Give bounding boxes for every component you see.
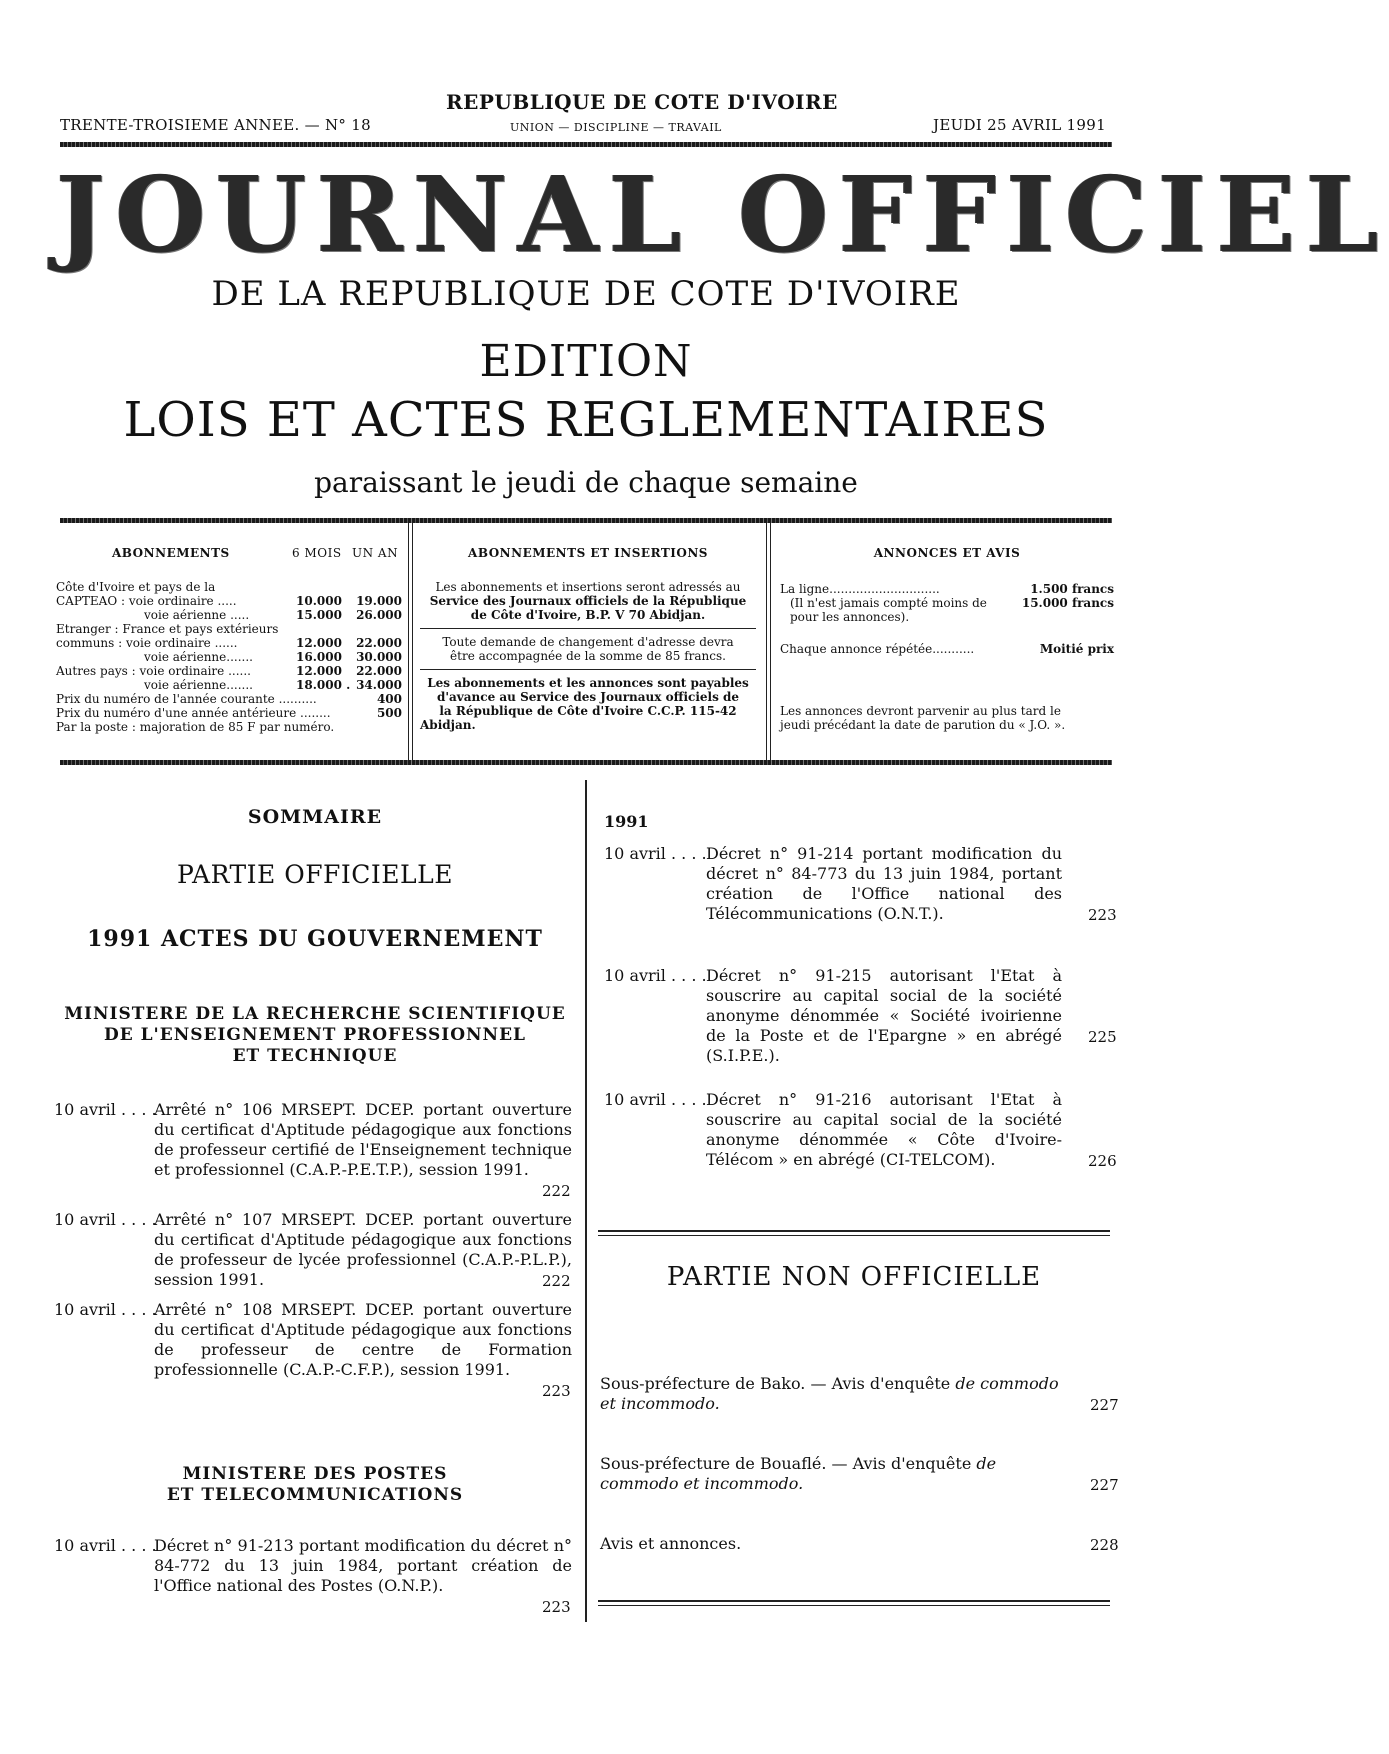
entry-text: Décret n° 91-214 portant modification du décret n° 84-773 du 13 juin 1984, portant création de l'Office national des Télécommunications (O.N.T.). xyxy=(706,844,1062,923)
entry-page: 223 xyxy=(1088,906,1117,924)
annonces-title: ANNONCES ET AVIS xyxy=(873,546,1021,560)
np-entry-italic: de commodo et incommodo. xyxy=(600,1454,997,1493)
ligne-label: La ligne............................. xyxy=(780,582,940,596)
non-officielle-entry[interactable] xyxy=(600,1534,1119,1554)
entry-date: 10 avril . . . . xyxy=(604,844,707,863)
np-entry-text: Sous-préfecture de Bako. — Avis d'enquête xyxy=(600,1374,951,1393)
box-divider-3 xyxy=(766,523,767,760)
subscriptions-section xyxy=(56,546,402,734)
subscription-label: Autres pays : voie ordinaire ...... xyxy=(56,664,251,678)
subscription-row xyxy=(56,720,402,734)
entry-date: 10 avril . . . . xyxy=(54,1210,157,1229)
annonces-section xyxy=(780,546,1114,732)
subscription-unan: 26.000 xyxy=(356,608,402,622)
publication-frequency: paraissant le jeudi de chaque semaine xyxy=(314,466,858,499)
box-bottom-rule xyxy=(60,760,1112,765)
subscription-row xyxy=(56,594,402,608)
non-officielle-entry[interactable] xyxy=(600,1454,1119,1494)
ministere-postes-heading xyxy=(60,1464,570,1506)
insertions-title: ABONNEMENTS ET INSERTIONS xyxy=(468,546,708,560)
subscription-unan: 22.000 xyxy=(356,664,402,678)
sommaire-title: SOMMAIRE xyxy=(247,806,383,828)
partie-non-officielle-heading: PARTIE NON OFFICIELLE xyxy=(666,1262,1042,1292)
subscriptions-title: ABONNEMENTS xyxy=(112,546,230,560)
divider xyxy=(420,628,756,629)
subscription-row xyxy=(56,580,402,594)
actes-gouvernement-heading: 1991 ACTES DU GOUVERNEMENT xyxy=(87,926,543,952)
np-entry-italic: de commodo et incommodo. xyxy=(600,1374,1059,1413)
partie-officielle-heading: PARTIE OFFICIELLE xyxy=(177,860,453,889)
entry-text: Arrêté n° 108 MRSEPT. DCEP. portant ouverture du certificat d'Aptitude pédagogique aux fonctions de professeur de centre de Formation professionnelle (C.A.P.-C.F.P.), session 1991. xyxy=(154,1300,572,1379)
subscription-row xyxy=(56,678,402,692)
insertions-line: Les abonnements et insertions seront adressés au xyxy=(435,580,741,594)
insertions-line: Toute demande de changement d'adresse devra xyxy=(442,635,734,649)
republic-name: REPUBLIQUE DE COTE D'IVOIRE xyxy=(446,90,838,114)
ministere-recherche-heading xyxy=(60,1004,570,1067)
ministere-line: MINISTERE DES POSTES xyxy=(182,1464,448,1484)
subscription-6mois: 12.000 xyxy=(296,636,342,650)
subscription-6mois: 16.000 xyxy=(296,650,342,664)
entry-text: Décret n° 91-216 autorisant l'Etat à souscrire au capital social de la société anonyme dénommée « Côte d'Ivoire-Télécom » en abrégé (CI-TELCOM). xyxy=(706,1090,1062,1169)
box-divider-2 xyxy=(412,523,413,760)
subscription-label: Prix du numéro d'une année antérieure ........ xyxy=(56,706,331,720)
box-top-rule xyxy=(60,518,1112,523)
subscription-unan: 22.000 xyxy=(356,636,402,650)
subscription-row xyxy=(56,692,402,706)
col-6mois: 6 MOIS xyxy=(292,546,342,560)
subscription-unan: 19.000 xyxy=(356,594,402,608)
insertions-line: être accompagnée de la somme de 85 francs. xyxy=(450,649,726,663)
box-divider-4 xyxy=(770,523,771,760)
header-rule xyxy=(60,142,1112,147)
subscription-6mois: 15.000 xyxy=(296,608,342,622)
bottom-rule xyxy=(598,1600,1110,1602)
subscriptions-table xyxy=(56,580,402,734)
entry-page: 223 xyxy=(542,1598,571,1616)
entry-page: 225 xyxy=(1088,1028,1117,1046)
entry-page: 226 xyxy=(1088,1152,1117,1170)
entry-text: Arrêté n° 106 MRSEPT. DCEP. portant ouverture du certificat d'Aptitude pédagogique aux fonctions de professeur certifié de l'Enseignement technique et professionnel (C.A.P.-P.E.T.P.), session 1991. xyxy=(154,1100,572,1179)
subscription-row xyxy=(56,706,402,720)
subscription-row xyxy=(56,608,402,622)
repeat-price: Moitié prix xyxy=(1039,642,1114,656)
divider xyxy=(420,669,756,670)
entry-date: 10 avril . . . . xyxy=(54,1300,157,1319)
box-divider-1 xyxy=(408,523,409,760)
entry-page: 227 xyxy=(1090,1396,1119,1414)
subscription-label: Par la poste : majoration de 85 F par numéro. xyxy=(56,720,335,734)
subscription-unan: 34.000 xyxy=(356,678,402,692)
entry-page: 222 xyxy=(542,1182,571,1200)
subscription-label: communs : voie ordinaire ...... xyxy=(56,636,238,650)
entry-page: 228 xyxy=(1090,1536,1119,1554)
repeat-label: Chaque annonce répétée........... xyxy=(780,642,975,656)
entry-page: 223 xyxy=(542,1382,571,1400)
min-price: 15.000 francs xyxy=(1021,596,1114,610)
non-officielle-entry[interactable] xyxy=(600,1374,1119,1414)
subscription-row xyxy=(56,664,402,678)
insertions-line: Abidjan. xyxy=(420,718,476,732)
masthead-title: JOURNAL OFFICIEL xyxy=(56,153,1389,276)
insertions-line: de Côte d'Ivoire, B.P. V 70 Abidjan. xyxy=(470,608,706,622)
ministere-line: ET TECHNIQUE xyxy=(232,1046,398,1066)
ligne-note-end: pour les annonces). xyxy=(790,610,910,624)
subscription-label: voie aérienne....... xyxy=(144,650,253,664)
entry-date: 10 avril . . . . xyxy=(604,1090,707,1109)
masthead-subtitle: DE LA REPUBLIQUE DE COTE D'IVOIRE xyxy=(211,274,961,314)
ministere-line: ET TELECOMMUNICATIONS xyxy=(166,1485,464,1505)
national-motto: UNION — DISCIPLINE — TRAVAIL xyxy=(510,121,722,134)
ministere-line: MINISTERE DE LA RECHERCHE SCIENTIFIQUE xyxy=(64,1004,566,1024)
entry-date: 10 avril . . . . xyxy=(604,966,707,985)
ligne-price: 1.500 francs xyxy=(1030,582,1114,596)
subscription-label: CAPTEAO : voie ordinaire ..... xyxy=(56,594,237,608)
insertions-line: la République de Côte d'Ivoire C.C.P. 115-42 xyxy=(439,704,737,718)
subscription-unan: 30.000 xyxy=(356,650,402,664)
subscription-unan: 400 xyxy=(376,692,402,706)
subscription-row xyxy=(56,650,402,664)
issue-number: TRENTE-TROISIEME ANNEE. — N° 18 xyxy=(60,116,371,134)
insertions-section xyxy=(420,546,756,732)
ligne-note: (Il n'est jamais compté moins de xyxy=(790,596,987,610)
subscription-unan: 500 xyxy=(376,706,402,720)
subscription-6mois: 10.000 xyxy=(296,594,342,608)
non-officielle-rule-top-2 xyxy=(598,1235,1110,1236)
right-year: 1991 xyxy=(604,812,649,831)
entry-text: Décret n° 91-215 autorisant l'Etat à souscrire au capital social de la société anonyme dénommée « Société ivoirienne de la Poste et de l'Epargne » en abrégé (S.I.P.E.). xyxy=(706,966,1062,1065)
subscription-label: Etranger : France et pays extérieurs xyxy=(56,622,279,636)
bottom-rule-2 xyxy=(598,1605,1110,1606)
entry-text: Décret n° 91-213 portant modification du décret n° 84-772 du 13 juin 1984, portant création de l'Office national des Postes (O.N.P.). xyxy=(154,1536,572,1595)
subscription-6mois: 18.000 . xyxy=(296,678,351,692)
np-entry-text: Avis et annonces. xyxy=(600,1534,742,1553)
edition-title: LOIS ET ACTES REGLEMENTAIRES xyxy=(123,392,1049,448)
col-unan: UN AN xyxy=(352,546,399,560)
np-entry-text: Sous-préfecture de Bouaflé. — Avis d'enquête xyxy=(600,1454,972,1473)
entry-text: Arrêté n° 107 MRSEPT. DCEP. portant ouverture du certificat d'Aptitude pédagogique aux fonctions de professeur de lycée professionnel (C.A.P.-P.L.P.), session 1991. xyxy=(154,1210,572,1289)
entry-page: 227 xyxy=(1090,1476,1119,1494)
insertions-line: Les abonnements et les annonces sont payables xyxy=(427,676,749,690)
subscription-label: Prix du numéro de l'année courante .......... xyxy=(56,692,317,706)
insertions-line: d'avance au Service des Journaux officiels de xyxy=(436,690,740,704)
subscription-label: voie aérienne ..... xyxy=(144,608,250,622)
subscription-label: voie aérienne....... xyxy=(144,678,253,692)
issue-date: JEUDI 25 AVRIL 1991 xyxy=(933,116,1106,134)
entry-date: 10 avril . . . . xyxy=(54,1100,157,1119)
entry-page: 222 xyxy=(542,1272,571,1290)
insertions-line: Service des Journaux officiels de la République xyxy=(429,594,747,608)
subscription-6mois: 12.000 xyxy=(296,664,342,678)
subscription-label: Côte d'Ivoire et pays de la xyxy=(56,580,216,594)
edition-label: EDITION xyxy=(479,336,693,387)
ministere-line: DE L'ENSEIGNEMENT PROFESSIONNEL xyxy=(103,1025,527,1045)
entry-date: 10 avril . . . . xyxy=(54,1536,157,1555)
column-divider xyxy=(585,780,587,1622)
non-officielle-rule-top xyxy=(598,1230,1110,1232)
subscription-row xyxy=(56,622,402,636)
deadline-line: Les annonces devront parvenir au plus tard le xyxy=(780,704,1061,718)
subscription-row xyxy=(56,636,402,650)
deadline-line: jeudi précédant la date de parution du « J.O. ». xyxy=(780,718,1066,732)
